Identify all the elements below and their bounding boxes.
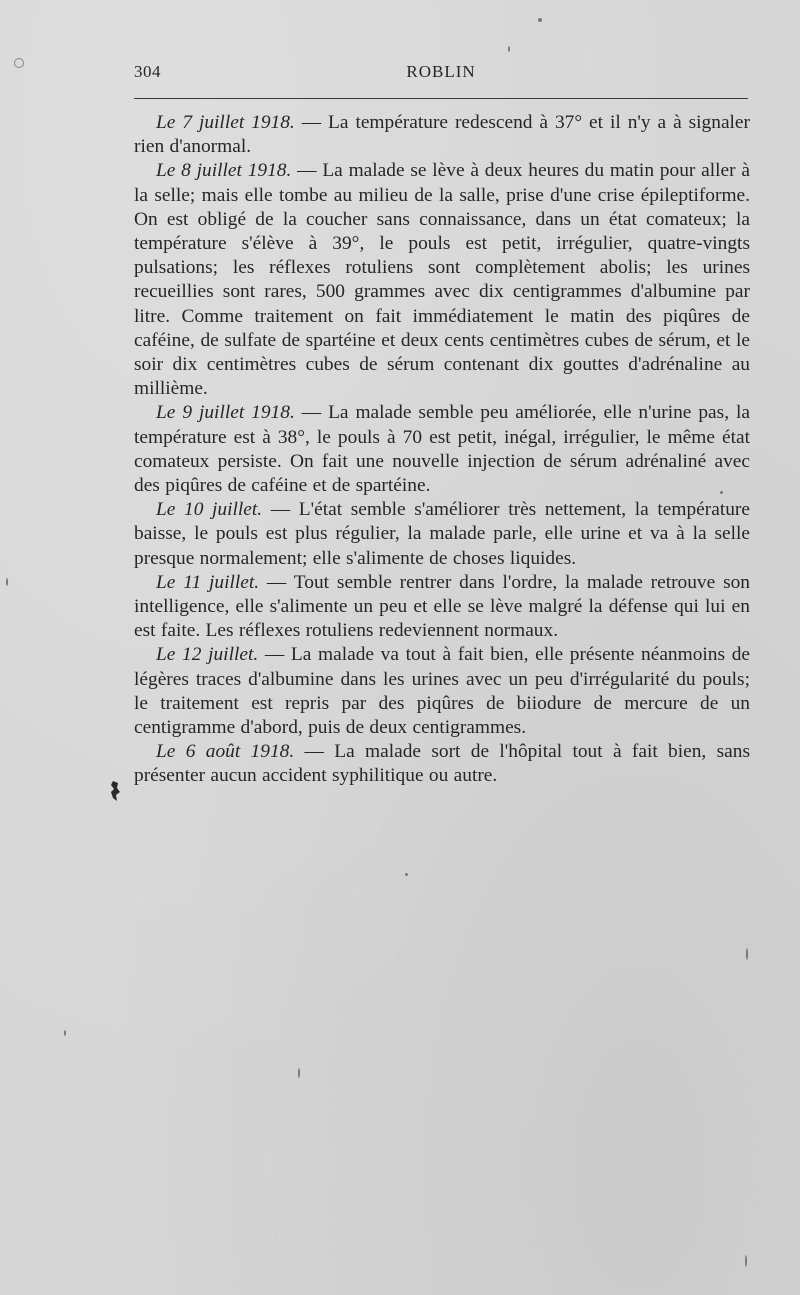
page-header: [134, 62, 748, 86]
paragraph-july-9: [134, 401, 750, 498]
paragraph-date: Le 12 juillet.: [156, 644, 259, 666]
body-text: [134, 111, 750, 789]
paragraph-date: Le 9 juillet 1918.: [156, 402, 295, 424]
paper-speck: [720, 491, 723, 494]
header-rule: [134, 98, 748, 99]
paper-speck: [745, 1255, 747, 1267]
paragraph-july-10: [134, 498, 750, 571]
paragraph-date: Le 6 août 1918.: [156, 741, 295, 763]
paper-speck: [64, 1030, 66, 1036]
paper-speck: [6, 578, 8, 586]
paper-speck: [14, 58, 24, 68]
paper-speck: [405, 873, 408, 876]
paragraph-text: — Tout semble rentrer dans l'ordre, la malade retrouve son intelligence, elle s'alimente un peu et elle se lève malgré la défense qui lui en est faite. Les réflexes rotuliens redeviennent normaux.: [134, 571, 751, 642]
paragraph-date: Le 8 juillet 1918.: [156, 160, 292, 182]
paragraph-text: — La température redescend à 37° et il n'y a à signaler rien d'anormal.: [134, 112, 750, 158]
paragraph-text: — La malade va tout à fait bien, elle présente néanmoins de légères traces d'albumine dans les urines avec un peu d'irrégularité du pouls; le traitement est repris par des piqûres de biiodure de mercure de un centigramme d'abord, puis de deux centigrammes.: [134, 644, 750, 739]
ink-blot-mark: [109, 780, 121, 802]
paragraph-date: Le 7 juillet 1918.: [156, 112, 295, 133]
paragraph-july-7: [134, 111, 750, 159]
paper-speck: [508, 46, 510, 52]
paragraph-text: — L'état semble s'améliorer très nettement, la température baisse, le pouls est plus régulier, la malade parle, elle urine et va à la selle presque normalement; elle s'alimente de choses liquides.: [134, 499, 750, 569]
page-number: 304: [134, 62, 161, 81]
running-head: ROBLIN: [406, 62, 476, 81]
paper-speck: [538, 18, 542, 22]
paragraph-date: Le 11 juillet.: [156, 571, 260, 593]
paper-speck: [298, 1068, 300, 1078]
paragraph-text: — La malade se lève à deux heures du matin pour aller à la selle; mais elle tombe au milieu de la salle, prise d'une crise épileptiforme. On est obligé de la coucher sans connaissance, dans un état comateux; la température s'élève à 39°, le pouls est petit, irrégulier, quatre-vingts pulsations; les réflexes rotuliens sont complètement abolis; les urines recueillies sont rares, 500 grammes avec dix centigrammes d'albumine par litre. Comme traitement on fait immédiatement le matin des piqûres de caféine, de sulfate de spartéine et deux cents centimètres cubes de sérum, et le soir dix centimètres cubes de sérum contenant dix gouttes d'adrénaline au millième.: [134, 160, 750, 400]
paragraph-date: Le 10 juillet.: [156, 499, 263, 521]
paragraph-july-12: [134, 643, 750, 740]
paragraph-text: — La malade sort de l'hôpital tout à fait bien, sans présenter aucun accident syphilitique ou autre.: [134, 741, 751, 787]
paragraph-july-11: [134, 571, 750, 644]
paragraph-text: — La malade semble peu améliorée, elle n'urine pas, la température est à 38°, le pouls à 70 est petit, inégal, irrégulier, le même état comateux persiste. On fait une nouvelle injection de sérum adrénaliné avec des piqûres de caféine et de spartéine.: [134, 402, 750, 497]
paragraph-august-6: [134, 740, 750, 788]
paragraph-july-8: [134, 159, 750, 401]
paper-speck: [746, 948, 748, 960]
